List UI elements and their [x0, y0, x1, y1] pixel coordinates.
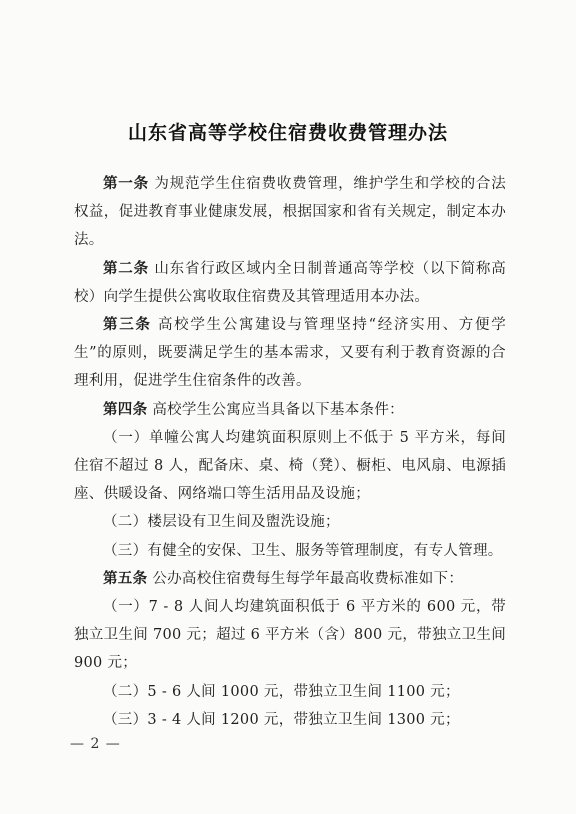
paragraph-item-5-2: [74, 678, 506, 706]
paragraph-article-1: [74, 170, 506, 255]
paragraph-text: 高校学生公寓应当具备以下基本条件：: [147, 401, 404, 418]
paragraph-text: 为规范学生住宿费收费管理，维护学生和学校的合法权益，促进教育事业健康发展，根据国家和省有关规定，制定本办法。: [74, 176, 506, 249]
paragraph-text: （二）楼层设有卫生间及盥洗设施；: [103, 514, 340, 531]
paragraph-text: 山东省行政区域内全日制普通高等学校（以下简称高校）向学生提供公寓收取住宿费及其管理适用本办法。: [74, 260, 506, 305]
article-number: 第一条: [103, 176, 149, 192]
paragraph-item-4-2: [74, 508, 506, 536]
paragraph-item-4-1: [74, 424, 506, 509]
paragraph-text: （一）单幢公寓人均建筑面积原则上不低于 5 平方米，每间住宿不超过 8 人，配备床、桌、椅（凳）、橱柜、电风扇、电源插座、供暖设备、网络端口等生活用品及设施；: [74, 429, 506, 503]
paragraph-item-5-1: [74, 593, 506, 678]
article-number: 第三条: [103, 317, 152, 334]
paragraph-article-2: [74, 255, 506, 311]
paragraph-item-4-3: [74, 537, 506, 565]
paragraph-text: 高校学生公寓建设与管理坚持“经济实用、方便学生”的原则，既要满足学生的基本需求，又要有利于教育资源的合理利用，促进学生住宿条件的改善。: [74, 317, 506, 390]
article-number: 第四条: [103, 401, 148, 418]
paragraph-text: （三）有健全的安保、卫生、服务等管理制度，有专人管理。: [103, 542, 503, 559]
article-number: 第五条: [103, 570, 148, 587]
document-body: [74, 170, 506, 734]
paragraph-article-3: [74, 311, 506, 396]
paragraph-article-4: [74, 396, 506, 424]
paragraph-text: （三）3 - 4 人间 1200 元，带独立卫生间 1300 元；: [103, 711, 460, 728]
page-number: — 2 —: [70, 736, 121, 752]
document-title: 山东省高等学校住宿费收费管理办法: [127, 122, 448, 144]
paragraph-text: （二）5 - 6 人间 1000 元，带独立卫生间 1100 元；: [103, 683, 460, 700]
article-number: 第二条: [103, 260, 149, 277]
paragraph-text: （一）7 - 8 人间人均建筑面积低于 6 平方米的 600 元，带独立卫生间 700 元；超过 6 平方米（含）800 元，带独立卫生间 900 元；: [74, 599, 506, 672]
paragraph-text: 公办高校住宿费每生每学年最高收费标准如下：: [147, 570, 464, 587]
paragraph-item-5-3: [74, 706, 506, 734]
paragraph-article-5: [74, 565, 506, 593]
